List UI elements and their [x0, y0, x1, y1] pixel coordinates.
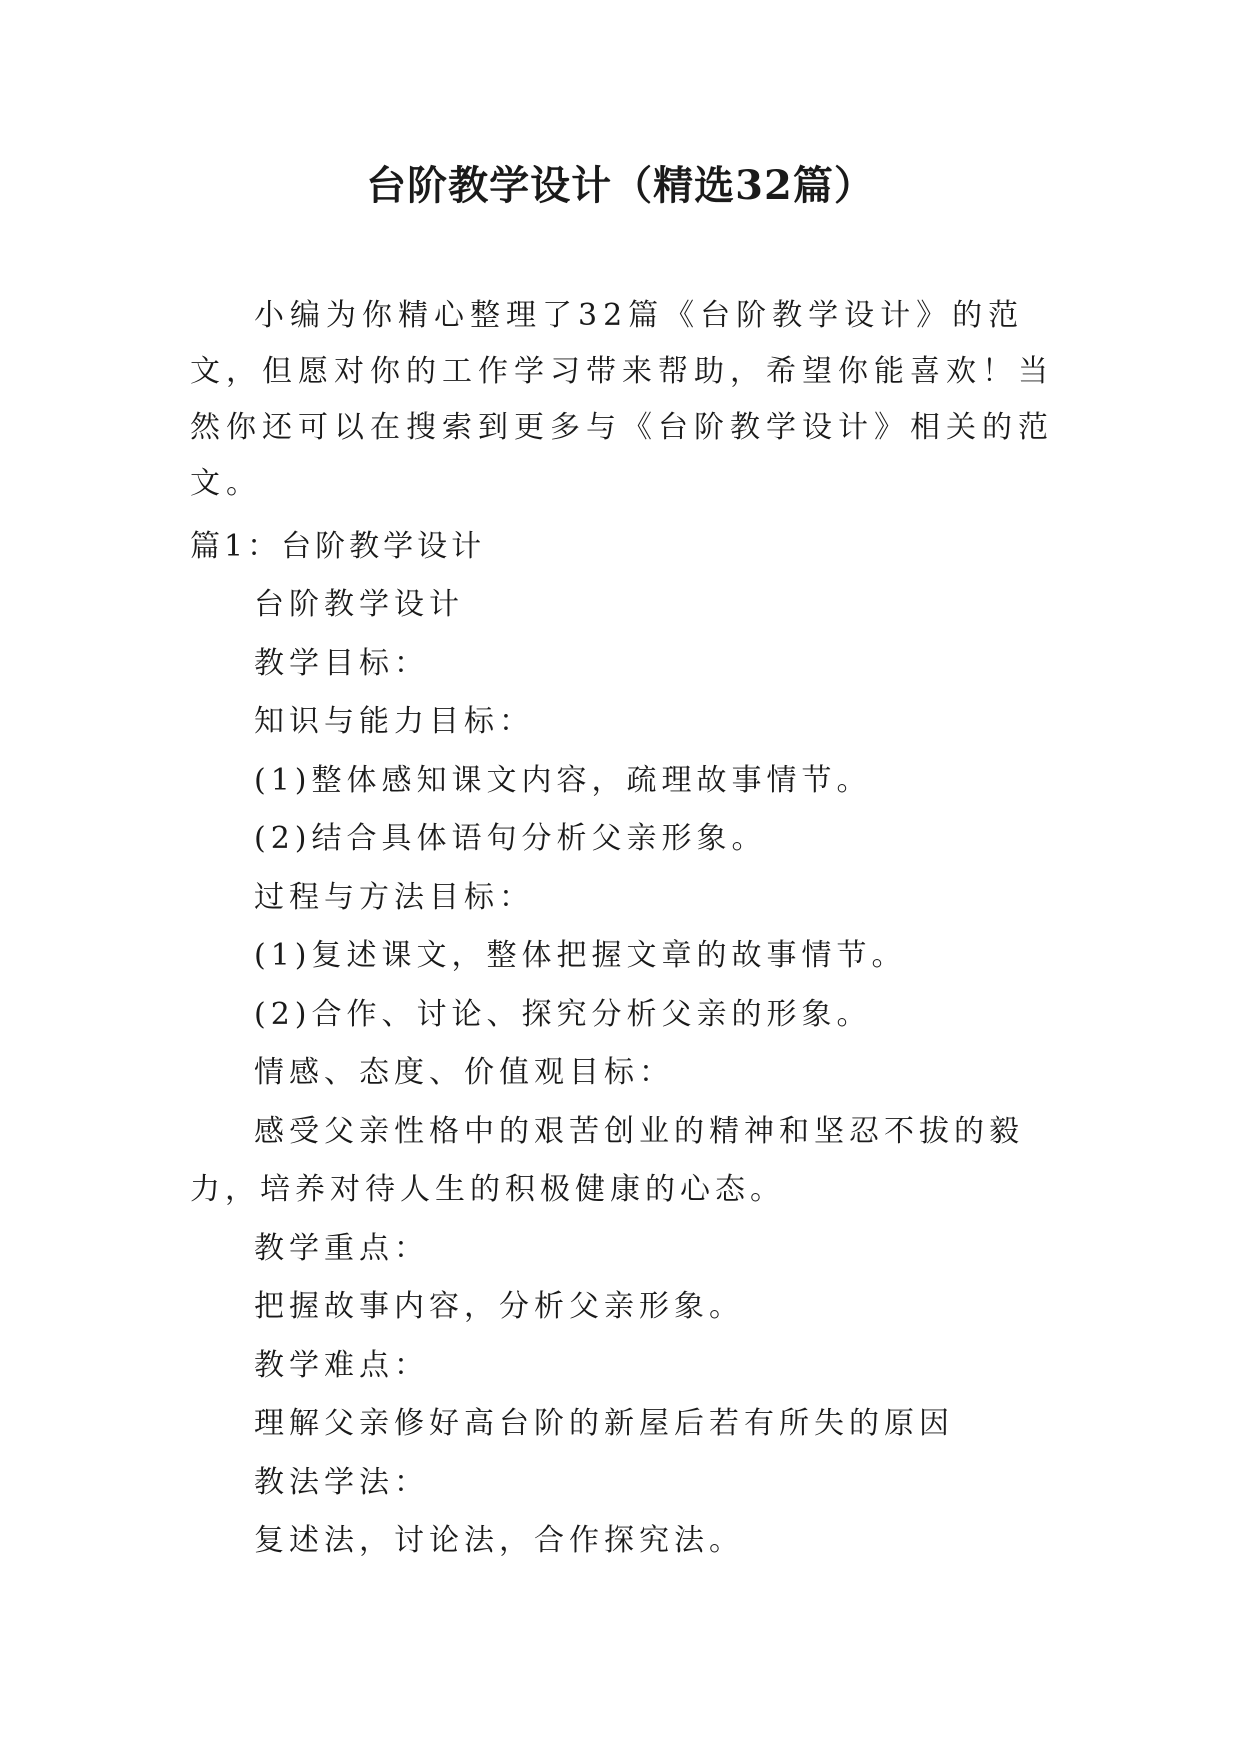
- intro-paragraph: 小编为你精心整理了32篇《台阶教学设计》的范文，但愿对你的工作学习带来帮助，希望你能喜欢！当然你还可以在搜索到更多与《台阶教学设计》相关的范文。: [190, 298, 1054, 501]
- paragraph-subtitle: 台阶教学设计: [254, 587, 464, 622]
- paragraph-difficulties: 教学难点：: [254, 1347, 429, 1383]
- document-title: 台阶教学设计（精选32篇）: [366, 162, 875, 209]
- paragraph-difficulties-text: 理解父亲修好高台阶的新屋后若有所失的原因: [254, 1406, 954, 1441]
- paragraph-process-item-1: (1)复述课文，整体把握文章的故事情节。: [254, 938, 907, 973]
- paragraph-knowledge-item-1: (1)整体感知课文内容，疏理故事情节。: [254, 762, 872, 798]
- paragraph-emotion-goals: 情感、态度、价值观目标：: [254, 1055, 674, 1090]
- paragraph-methods-text: 复述法，讨论法，合作探究法。: [254, 1523, 744, 1558]
- paragraph-process-goals: 过程与方法目标：: [254, 879, 534, 915]
- paragraph-teaching-goals: 教学目标：: [254, 645, 429, 681]
- paragraph-key-points: 教学重点：: [254, 1230, 429, 1266]
- paragraph-key-points-text: 把握故事内容，分析父亲形象。: [254, 1289, 744, 1324]
- paragraph-knowledge-item-2: (2)结合具体语句分析父亲形象。: [254, 821, 767, 856]
- paragraph-emotion-text: 感受父亲性格中的艰苦创业的精神和坚忍不拔的毅力，培养对待人生的积极健康的心态。: [190, 1113, 1024, 1207]
- section-body: [190, 576, 1070, 1571]
- paragraph-knowledge-goals: 知识与能力目标：: [254, 704, 534, 739]
- section-heading: 篇1：台阶教学设计: [190, 529, 486, 564]
- paragraph-methods: 教法学法：: [254, 1464, 429, 1500]
- paragraph-process-item-2: (2)合作、讨论、探究分析父亲的形象。: [254, 996, 872, 1032]
